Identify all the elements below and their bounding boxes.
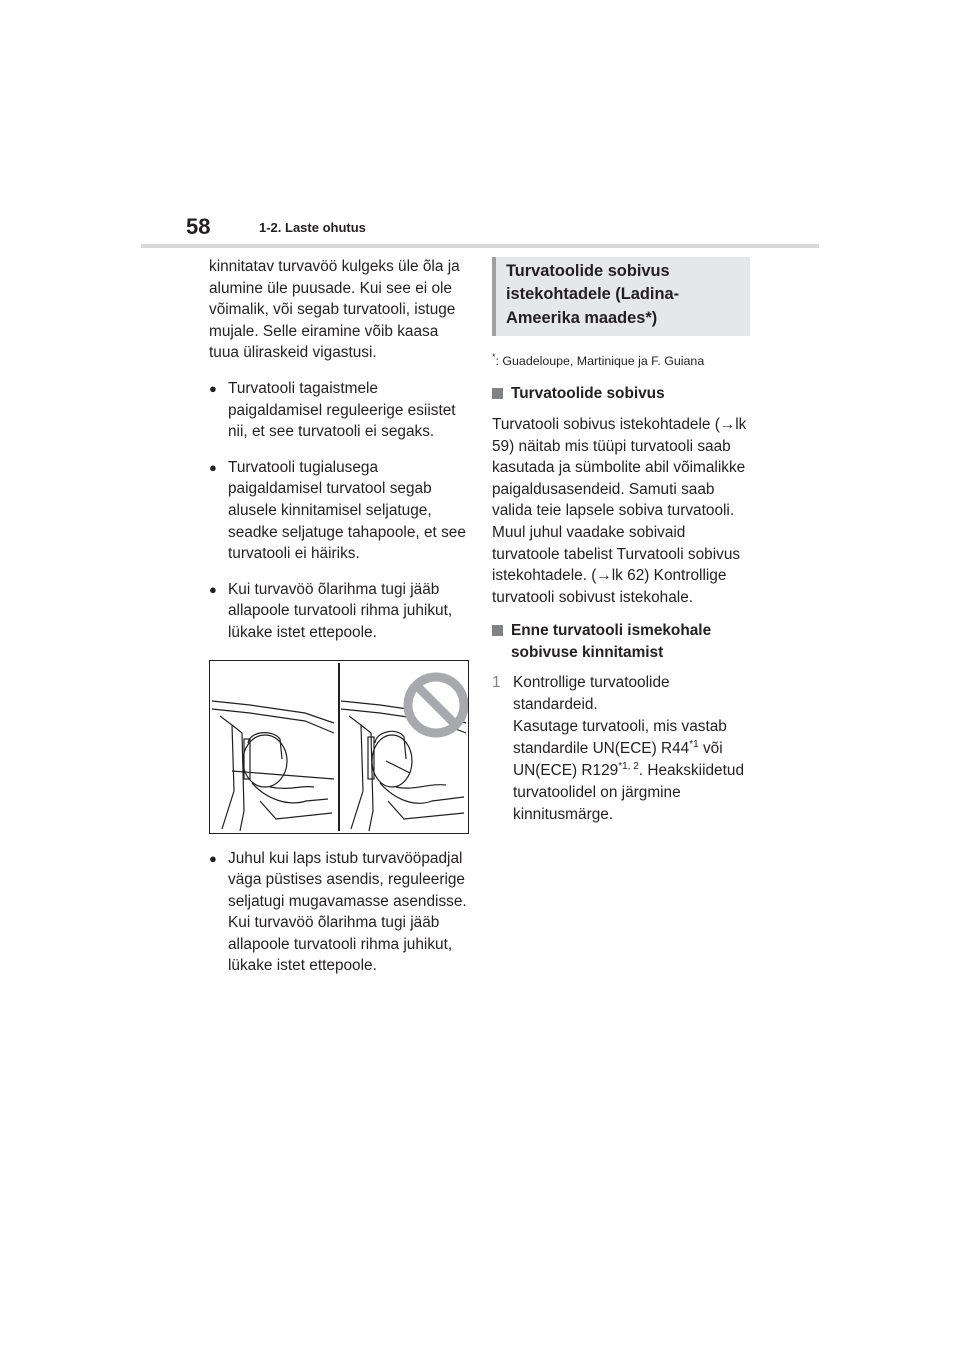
step-number: 1 <box>492 674 501 692</box>
seat-illustration <box>209 660 469 834</box>
prohibition-icon <box>408 677 464 733</box>
bullet-item <box>209 579 471 644</box>
subheading <box>492 383 754 405</box>
bullet-text: Turvatooli tugialusega paigaldamisel turvatool segab alusele kinnitamisel seljatuge, seadke seljatuge tahapoole, et see turvatooli ei häiriks. <box>228 458 466 563</box>
square-marker-icon <box>492 625 503 636</box>
bullet-icon: ● <box>209 850 217 866</box>
header-rule <box>141 244 819 248</box>
bullet-icon: ● <box>209 380 217 396</box>
superscript: *1, 2 <box>618 761 639 773</box>
bullet-item <box>209 378 471 443</box>
bullet-icon: ● <box>209 581 217 597</box>
bullet-item <box>209 457 471 565</box>
intro-paragraph: kinnitatav turvavöö kulgeks üle õla ja alumine üle puusade. Kui see ei ole võimalik, või segab turvatooli, istuge mujale. Selle eiramine võib kaasa tuua üliraskeid vigastusi. <box>209 258 460 362</box>
bullet-item <box>209 848 471 978</box>
paragraph: Muul juhul vaadake sobivaid turvatoole tabelist Turvatooli sobivus istekohtadele. (→lk 62) Kontrollige turvatooli sobivust istekohale. <box>492 523 741 606</box>
bullet-icon: ● <box>209 459 217 475</box>
section-label: 1-2. Laste ohutus <box>259 220 366 235</box>
paragraph: Turvatooli sobivus istekohtadele (→lk 59) näitab mis tüüpi turvatooli saab kasutada ja sümbolite abil võimalikke paigaldusasendeid. Samuti saab valida teie lapsele sobiva turvatooli. <box>492 415 747 520</box>
footnote <box>492 352 754 368</box>
superscript: *1 <box>689 739 699 751</box>
left-column <box>209 256 471 977</box>
subheading-text: Turvatoolide sobivus <box>511 385 665 403</box>
step-text: . Heakskiidetud turvatoolidel on järgmine kinnitusmärge. <box>513 762 745 824</box>
subheading <box>492 620 754 663</box>
footnote-text: : Guadeloupe, Martinique ja F. Guiana <box>495 354 705 369</box>
step-item <box>492 672 754 826</box>
page-number: 58 <box>186 214 211 239</box>
step-text: Kasutage turvatooli, mis vastab standardile UN(ECE) R44 <box>513 718 727 758</box>
subheading-text: Enne turvatooli ismekohale sobivuse kinnitamist <box>511 622 712 661</box>
square-marker-icon <box>492 388 503 399</box>
bullet-text: Kui turvavöö õlarihma tugi jääb allapoole turvatooli rihma juhikut, lükake istet ettepoole. <box>228 580 453 641</box>
step-text: Kontrollige turvatoolide standardeid. <box>513 674 670 714</box>
bullet-text: Juhul kui laps istub turvavööpadjal väga püstises asendis, reguleerige seljatugi mugavamasse asendisse. Kui turvavöö õlarihma tugi jääb allapoole turvatooli rihma juhikut, lükake istet ettepoole. <box>228 849 467 975</box>
footnote-mark: * <box>492 352 496 363</box>
section-heading: Turvatoolide sobivus istekohtadele (Ladina-Ameerika maades*) <box>492 257 750 336</box>
seat-illustration-graphic <box>210 661 468 833</box>
step-text: või UN(ECE) R129 <box>513 740 723 780</box>
bullet-text: Turvatooli tagaistmele paigaldamisel reguleerige esiistet nii, et see turvatooli ei segaks. <box>228 379 456 441</box>
right-column <box>492 257 754 826</box>
